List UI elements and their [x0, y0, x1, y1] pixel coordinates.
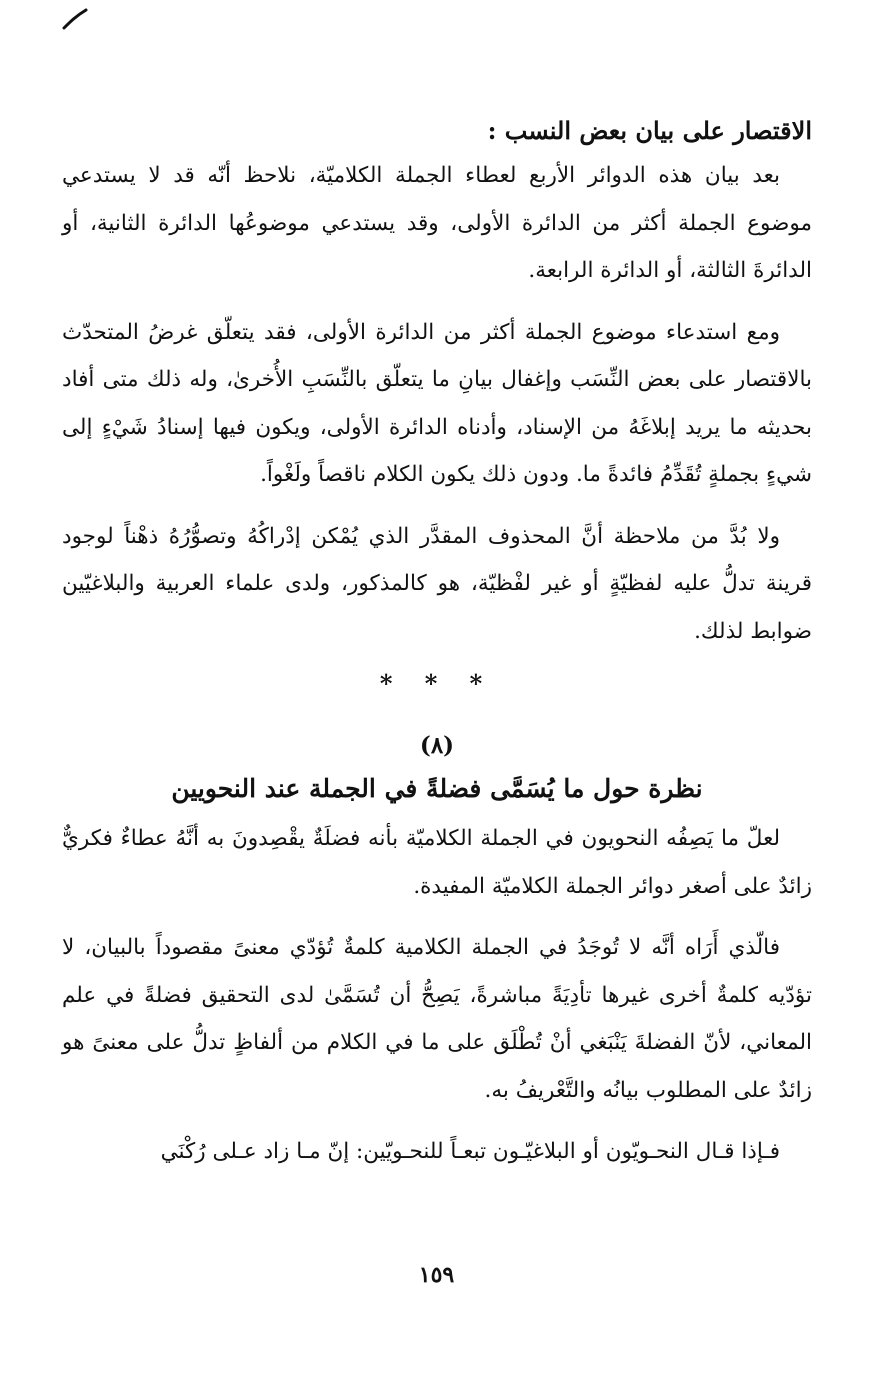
paragraph-4: لعلّ ما يَصِفُه النحويون في الجملة الكلاميّة بأنه فضلَةٌ يقْصِدونَ به أنَّهُ عطاءٌ فكريٌّ زائدٌ على أصغر دوائر الجملة الكلاميّة المفيدة.	[62, 826, 812, 899]
paragraph-2: ومع استدعاء موضوع الجملة أكثر من الدائرة الأولى، فقد يتعلّق غرضُ المتحدّث بالاقتصار على بعض النِّسَب وإغفال بيانِ ما يتعلّق بالنِّسَبِ الأُخرىٰ، وله ذلك متى أفاد بحديثه ما يريد إبلاغَهُ من الإسناد، وأدناه الدائرة الأولى، ويكون فيها إسنادُ شَيْءٍ إلى شيءٍ بجملةٍ تُقَدِّمُ فائدةً ما. ودون ذلك يكون الكلام ناقصاً ولَغْواً.	[62, 319, 812, 487]
paragraph-5: فالّذي أَرَاه أنَّه لا تُوجَدُ في الجملة الكلامية كلمةٌ تُؤدّي معنىً مقصوداً بالبيان، لا تؤدّيه كلمةٌ أخرى غيرها تأدِيَةً مباشرةً، يَصِحُّ أن تُسَمَّىٰ لدى التحقيق فضلةً في علم المعاني، لأنّ الفضلةَ يَنْبَغي أنْ تُطْلَق على ما في الكلام من ألفاظٍ تدلُّ على معنىً هو زائدٌ على المطلوب بيانُه والتَّعْريفُ به.	[62, 935, 812, 1103]
page-content	[62, 110, 812, 1190]
page-number: ١٥٩	[418, 1262, 455, 1288]
scan-mark-icon	[62, 8, 88, 30]
section-heading: الاقتصار على بيان بعض النسب :	[487, 116, 812, 145]
paragraph-6: فـإذا قـال النحـويّون أو البلاغيّـون تبعـاً للنحـويّين: إنّ مـا زاد عـلى رُكْنَي	[160, 1139, 780, 1164]
section-title: نظرة حول ما يُسَمَّى فضلةً في الجملة عند النحويين	[171, 774, 703, 803]
section-number: (٨)	[419, 732, 455, 759]
paragraph-3: ولا بُدَّ من ملاحظة أنَّ المحذوف المقدَّر الذي يُمْكن إدْراكُهُ وتصوُّرُهُ ذهْناً لوجود قرينة تدلُّ عليه لفظيّةٍ أو غير لفْظيّة، هو كالمذكور، ولدى علماء العربية والبلاغيّين ضوابط لذلك.	[62, 523, 812, 644]
section-separator: * * *	[379, 669, 495, 698]
paragraph-1: بعد بيان هذه الدوائر الأربع لعطاء الجملة الكلاميّة، نلاحظ أنّه قد لا يستدعي موضوع الجملة أكثر من الدائرة الأولى، وقد يستدعي موضوعُها الدائرة الثانية، أو الدائرةَ الثالثة، أو الدائرة الرابعة.	[62, 163, 812, 283]
